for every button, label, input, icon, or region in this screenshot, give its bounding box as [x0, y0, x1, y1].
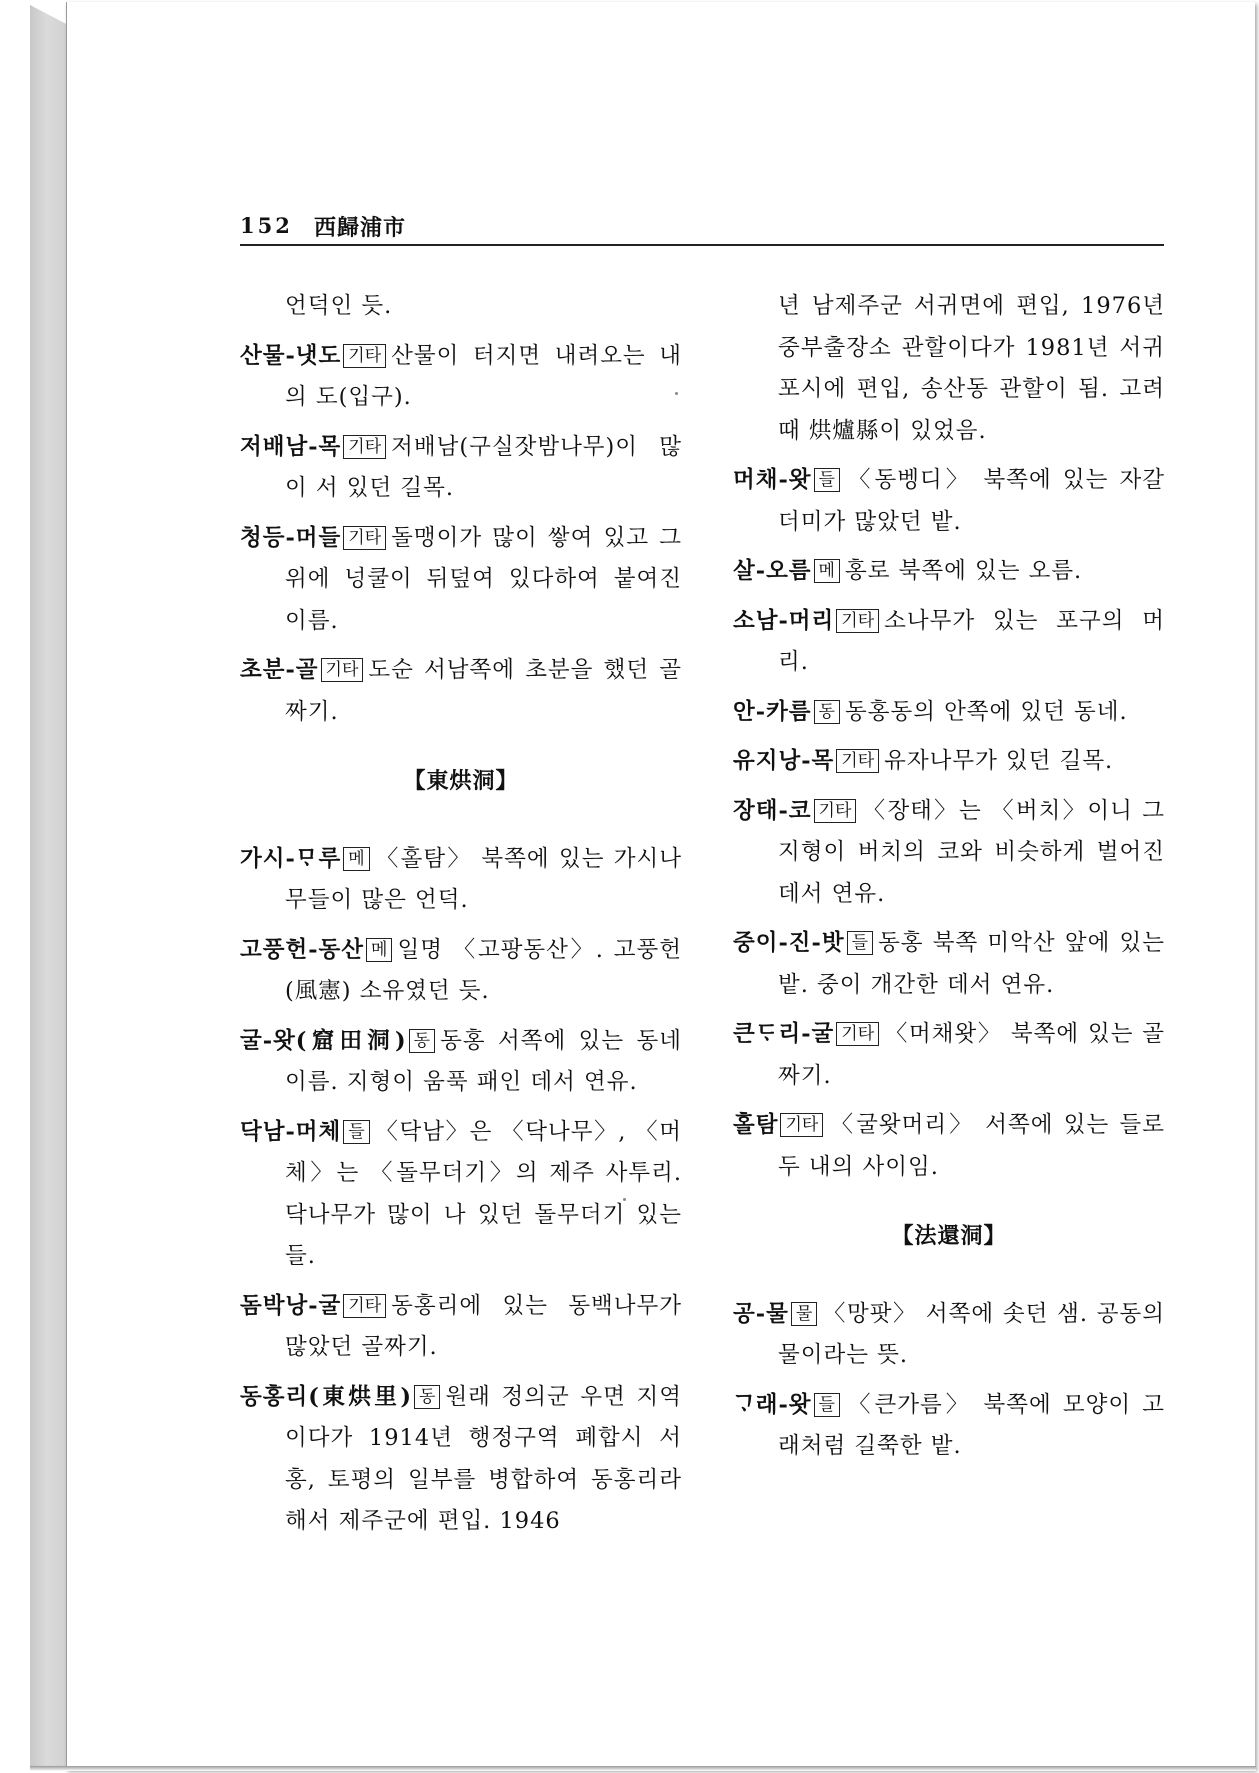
- entry-definition: 원래 정의군 우면 지역이다가 1914년 행정구역 폐합시 서홍, 토평의 일부를 병합하여 동홍리라 해서 제주군에 편입. 1946: [285, 1383, 683, 1534]
- scan-speck: [675, 392, 678, 395]
- entry-term: 닥남-머체: [240, 1118, 342, 1145]
- dictionary-entry: [240, 1286, 682, 1369]
- entry-definition: 일명 〈고팡동산〉. 고풍헌(風憲) 소유였던 듯.: [285, 936, 682, 1004]
- entry-definition: 유자나무가 있던 길목.: [884, 748, 1114, 774]
- entry-definition: 동홍동의 안쪽에 있던 동네.: [844, 698, 1128, 725]
- entry-definition: 〈동벵디〉 북쪽에 있는 자갈더미가 많았던 밭.: [778, 467, 1165, 535]
- entry-category-tag: 동: [814, 700, 840, 724]
- entry-definition: 〈머채왓〉 북쪽에 있는 골짜기.: [778, 1021, 1165, 1089]
- dictionary-entry: [733, 791, 1165, 916]
- entry-term: ᄀᆞ래-왓: [733, 1391, 812, 1418]
- entry-category-tag: 들: [847, 931, 873, 955]
- entry-definition: 동홍 서쪽에 있는 동네 이름. 지형이 움푹 패인 데서 연유.: [285, 1027, 682, 1095]
- dictionary-entry: [733, 923, 1165, 1006]
- dictionary-entry: [240, 930, 682, 1013]
- entry-category-tag: 물: [791, 1302, 817, 1326]
- entry-definition: 저배남(구실잣밤나무)이 많이 서 있던 길목.: [285, 433, 682, 501]
- entry-term: 굴-왓(窟田洞): [240, 1027, 407, 1054]
- header-rule: [240, 244, 1164, 246]
- entry-definition: 동홍리에 있는 동백나무가 많았던 골짜기.: [285, 1292, 682, 1360]
- entry-definition: 홍로 북쪽에 있는 오름.: [844, 558, 1083, 584]
- right-column: [733, 286, 1165, 1476]
- dictionary-entry: [733, 1294, 1165, 1377]
- entry-category-tag: 기타: [836, 749, 879, 773]
- dictionary-entry: [240, 839, 682, 922]
- entry-term: 홀탐: [733, 1112, 779, 1138]
- dictionary-entry: [240, 1112, 682, 1278]
- entry-definition: 년 남제주군 서귀면에 편입, 1976년 중부출장소 관할이다가 1981년 서귀포시에 편입, 송산동 관할이 됨. 고려 때 烘爐縣이 있었음.: [778, 293, 1165, 444]
- dictionary-entry: [733, 692, 1165, 734]
- entry-term: 저배남-목: [240, 433, 342, 460]
- dictionary-entry: [733, 601, 1165, 684]
- entry-category-tag: 메: [814, 559, 840, 583]
- page-bottom-shadow: [30, 1766, 1256, 1771]
- entry-term: 유지낭-목: [733, 748, 835, 774]
- entry-definition: 〈홀탐〉 북쪽에 있는 가시나무들이 많은 언덕.: [285, 845, 682, 913]
- dictionary-entry: [733, 1385, 1165, 1468]
- entry-term: 안-카름: [733, 698, 812, 725]
- entry-category-tag: 동: [414, 1385, 440, 1409]
- entry-term: 공-물: [733, 1300, 789, 1327]
- dictionary-entry: [240, 518, 682, 643]
- entry-continuation: [240, 286, 682, 328]
- dictionary-entry: [733, 1105, 1165, 1188]
- entry-definition: 소나무가 있는 포구의 머리.: [778, 607, 1165, 675]
- section-heading: 【東烘洞】: [403, 768, 519, 794]
- dictionary-entry: [240, 427, 682, 510]
- dictionary-entry: [733, 741, 1165, 783]
- entry-category-tag: 메: [366, 938, 392, 962]
- entry-term: 산물-냇도: [240, 342, 342, 369]
- dictionary-entry: [240, 650, 682, 733]
- entry-category-tag: 기타: [836, 609, 879, 633]
- entry-category-tag: 들: [814, 1393, 840, 1417]
- entry-category-tag: 기타: [836, 1022, 879, 1046]
- entry-term: 고풍헌-동산: [240, 936, 365, 963]
- section-heading: 【法還洞】: [891, 1223, 1007, 1249]
- entry-term: 중이-진-밧: [733, 930, 845, 956]
- entry-term: 동홍리(東烘里): [240, 1383, 412, 1410]
- dictionary-entry: [240, 336, 682, 419]
- entry-term: 초분-골: [240, 657, 319, 683]
- dictionary-entry: [733, 460, 1165, 543]
- entry-definition: 〈큰가름〉 북쪽에 모양이 고래처럼 길쭉한 밭.: [778, 1391, 1165, 1459]
- dictionary-entry: [240, 1377, 682, 1543]
- entry-category-tag: 기타: [343, 526, 386, 550]
- entry-category-tag: 기타: [343, 344, 386, 368]
- entry-category-tag: 들: [343, 1120, 369, 1144]
- entry-definition: 산물이 터지면 내려오는 내의 도(입구).: [285, 342, 682, 410]
- entry-term: 큰ᄃᆞ리-굴: [733, 1021, 835, 1047]
- entry-term: 돔박낭-굴: [240, 1292, 342, 1319]
- entry-category-tag: 기타: [814, 799, 857, 823]
- entry-category-tag: 들: [814, 468, 840, 492]
- entry-definition: 〈망팟〉 서쪽에 솟던 샘. 공동의 물이라는 뜻.: [778, 1300, 1165, 1368]
- entry-category-tag: 기타: [321, 658, 364, 682]
- entry-continuation: [733, 286, 1165, 452]
- entry-definition: 도순 서남쪽에 초분을 했던 골짜기.: [285, 657, 682, 725]
- running-head: 西歸浦市: [314, 215, 407, 241]
- entry-category-tag: 메: [343, 847, 369, 871]
- entry-category-tag: 기타: [780, 1113, 823, 1137]
- entry-definition: 돌맹이가 많이 쌓여 있고 그 위에 넝쿨이 뒤덮여 있다하여 붙여진 이름.: [285, 524, 682, 634]
- left-column: [240, 286, 682, 1551]
- entry-term: 소남-머리: [733, 607, 835, 634]
- entry-term: 장태-코: [733, 797, 812, 824]
- entry-term: 머채-왓: [733, 467, 812, 493]
- entry-definition: 〈장태〉는 〈버치〉이니 그 지형이 버치의 코와 비슷하게 벌어진 데서 연유.: [778, 797, 1165, 907]
- page-number: 152: [240, 213, 293, 238]
- dictionary-entry: [733, 551, 1165, 593]
- entry-term: 청등-머들: [240, 524, 342, 551]
- dictionary-entry: [240, 1021, 682, 1104]
- entry-definition: 〈닥남〉은 〈닥나무〉, 〈머체〉는 〈돌무더기〉의 제주 사투리. 닥나무가 많이 나 있던 돌무더기 있는 들.: [285, 1118, 682, 1269]
- entry-category-tag: 동: [409, 1029, 435, 1053]
- entry-definition: 언덕인 듯.: [285, 293, 393, 319]
- entry-term: 가시-ᄆᆞ루: [240, 845, 342, 872]
- entry-category-tag: 기타: [343, 435, 386, 459]
- entry-category-tag: 기타: [343, 1294, 386, 1318]
- entry-definition: 〈굴왓머리〉 서쪽에 있는 들로 두 내의 사이임.: [778, 1112, 1165, 1180]
- entry-term: 살-오름: [733, 558, 812, 584]
- dictionary-entry: [733, 1014, 1165, 1097]
- entry-definition: 동홍 북쪽 미악산 앞에 있는 밭. 중이 개간한 데서 연유.: [778, 930, 1165, 998]
- scan-speck: [623, 1198, 626, 1201]
